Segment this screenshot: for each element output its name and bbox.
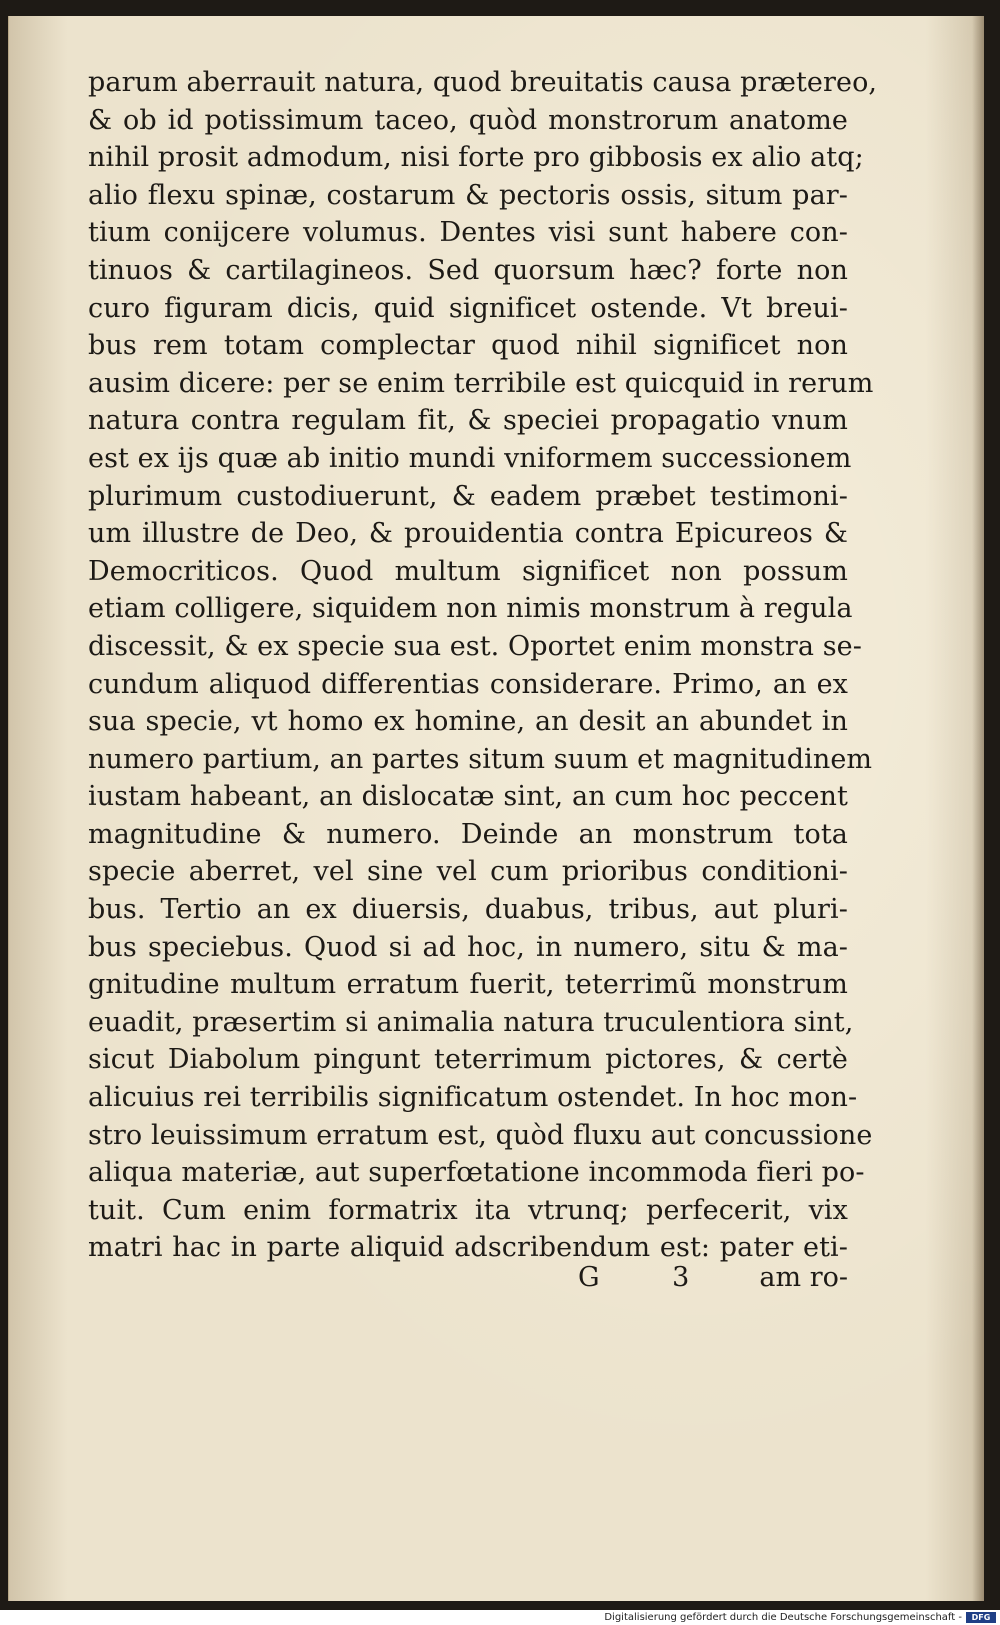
text-line: & ob id potissimum taceo, quòd monstrorum anatome bbox=[88, 104, 848, 136]
text-line: Democriticos. Quod multum significet non possum bbox=[88, 555, 848, 587]
text-line: aliqua materiæ, aut superfœtatione incommoda fieri po- bbox=[88, 1157, 865, 1189]
text-line: natura contra regulam fit, & speciei propagatio vnum bbox=[88, 405, 848, 437]
text-line: bus speciebus. Quod si ad hoc, in numero, situ & ma- bbox=[88, 931, 848, 963]
text-line: euadit, præsertim si animalia natura truculentiora sint, bbox=[88, 1006, 854, 1038]
text-line: sua specie, vt homo ex homine, an desit an abundet in bbox=[88, 706, 848, 738]
text-line: etiam colligere, siquidem non nimis monstrum à regula bbox=[88, 593, 853, 625]
text-line: nihil prosit admodum, nisi forte pro gibbosis ex alio atq; bbox=[88, 142, 864, 174]
text-line: matri hac in parte aliquid adscribendum est: pater eti- bbox=[88, 1232, 848, 1264]
text-line: stro leuissimum erratum est, quòd fluxu aut concussione bbox=[88, 1119, 873, 1151]
page-footer bbox=[88, 1262, 848, 1302]
page-edge-shadow bbox=[972, 16, 984, 1601]
text-line: um illustre de Deo, & prouidentia contra Epicureos & bbox=[88, 518, 848, 550]
text-line: alicuius rei terribilis significatum ostendet. In hoc mon- bbox=[88, 1082, 858, 1114]
catchword: am ro- bbox=[759, 1262, 848, 1293]
text-line: bus rem totam complectar quod nihil significet non bbox=[88, 330, 848, 362]
dfg-credit-bar bbox=[0, 1610, 1000, 1625]
text-line: bus. Tertio an ex diuersis, duabus, tribus, aut pluri- bbox=[88, 894, 848, 926]
text-line: tinuos & cartilagineos. Sed quorsum hæc? forte non bbox=[88, 254, 848, 286]
text-line: ausim dicere: per se enim terribile est quicquid in rerum bbox=[88, 367, 874, 399]
text-line: iustam habeant, an dislocatæ sint, an cum hoc peccent bbox=[88, 781, 848, 813]
text-line: numero partium, an partes situm suum et magnitudinem bbox=[88, 743, 873, 775]
text-line: magnitudine & numero. Deinde an monstrum tota bbox=[88, 818, 848, 850]
text-line: discessit, & ex specie sua est. Oportet enim monstra se- bbox=[88, 630, 862, 662]
text-line: specie aberret, vel sine vel cum prioribus conditioni- bbox=[88, 856, 848, 888]
text-line: tium conijcere volumus. Dentes visi sunt habere con- bbox=[88, 217, 848, 249]
dfg-credit-text: Digitalisierung gefördert durch die Deutsche Forschungsgemeinschaft - bbox=[604, 1612, 962, 1623]
text-line: parum aberrauit natura, quod breuitatis causa prætereo, bbox=[88, 67, 878, 98]
text-line: sicut Diabolum pingunt teterrimum pictores, & certè bbox=[88, 1044, 848, 1076]
signature-mark: G 3 bbox=[578, 1262, 722, 1293]
text-line: cundum aliquod differentias considerare. Primo, an ex bbox=[88, 668, 848, 700]
text-line: alio flexu spinæ, costarum & pectoris ossis, situm par- bbox=[88, 179, 848, 211]
text-line: tuit. Cum enim formatrix ita vtrunq; perfecerit, vix bbox=[88, 1194, 848, 1226]
text-line: curo figuram dicis, quid significet ostende. Vt breui- bbox=[88, 292, 848, 324]
text-line: est ex ijs quæ ab initio mundi vniformem successionem bbox=[88, 442, 852, 474]
page-text-block bbox=[88, 64, 878, 1267]
dfg-logo: DFG bbox=[966, 1612, 996, 1623]
text-line: gnitudine multum erratum fuerit, teterrimũ monstrum bbox=[88, 969, 848, 1001]
text-line: plurimum custodiuerunt, & eadem præbet testimoni- bbox=[88, 480, 848, 512]
